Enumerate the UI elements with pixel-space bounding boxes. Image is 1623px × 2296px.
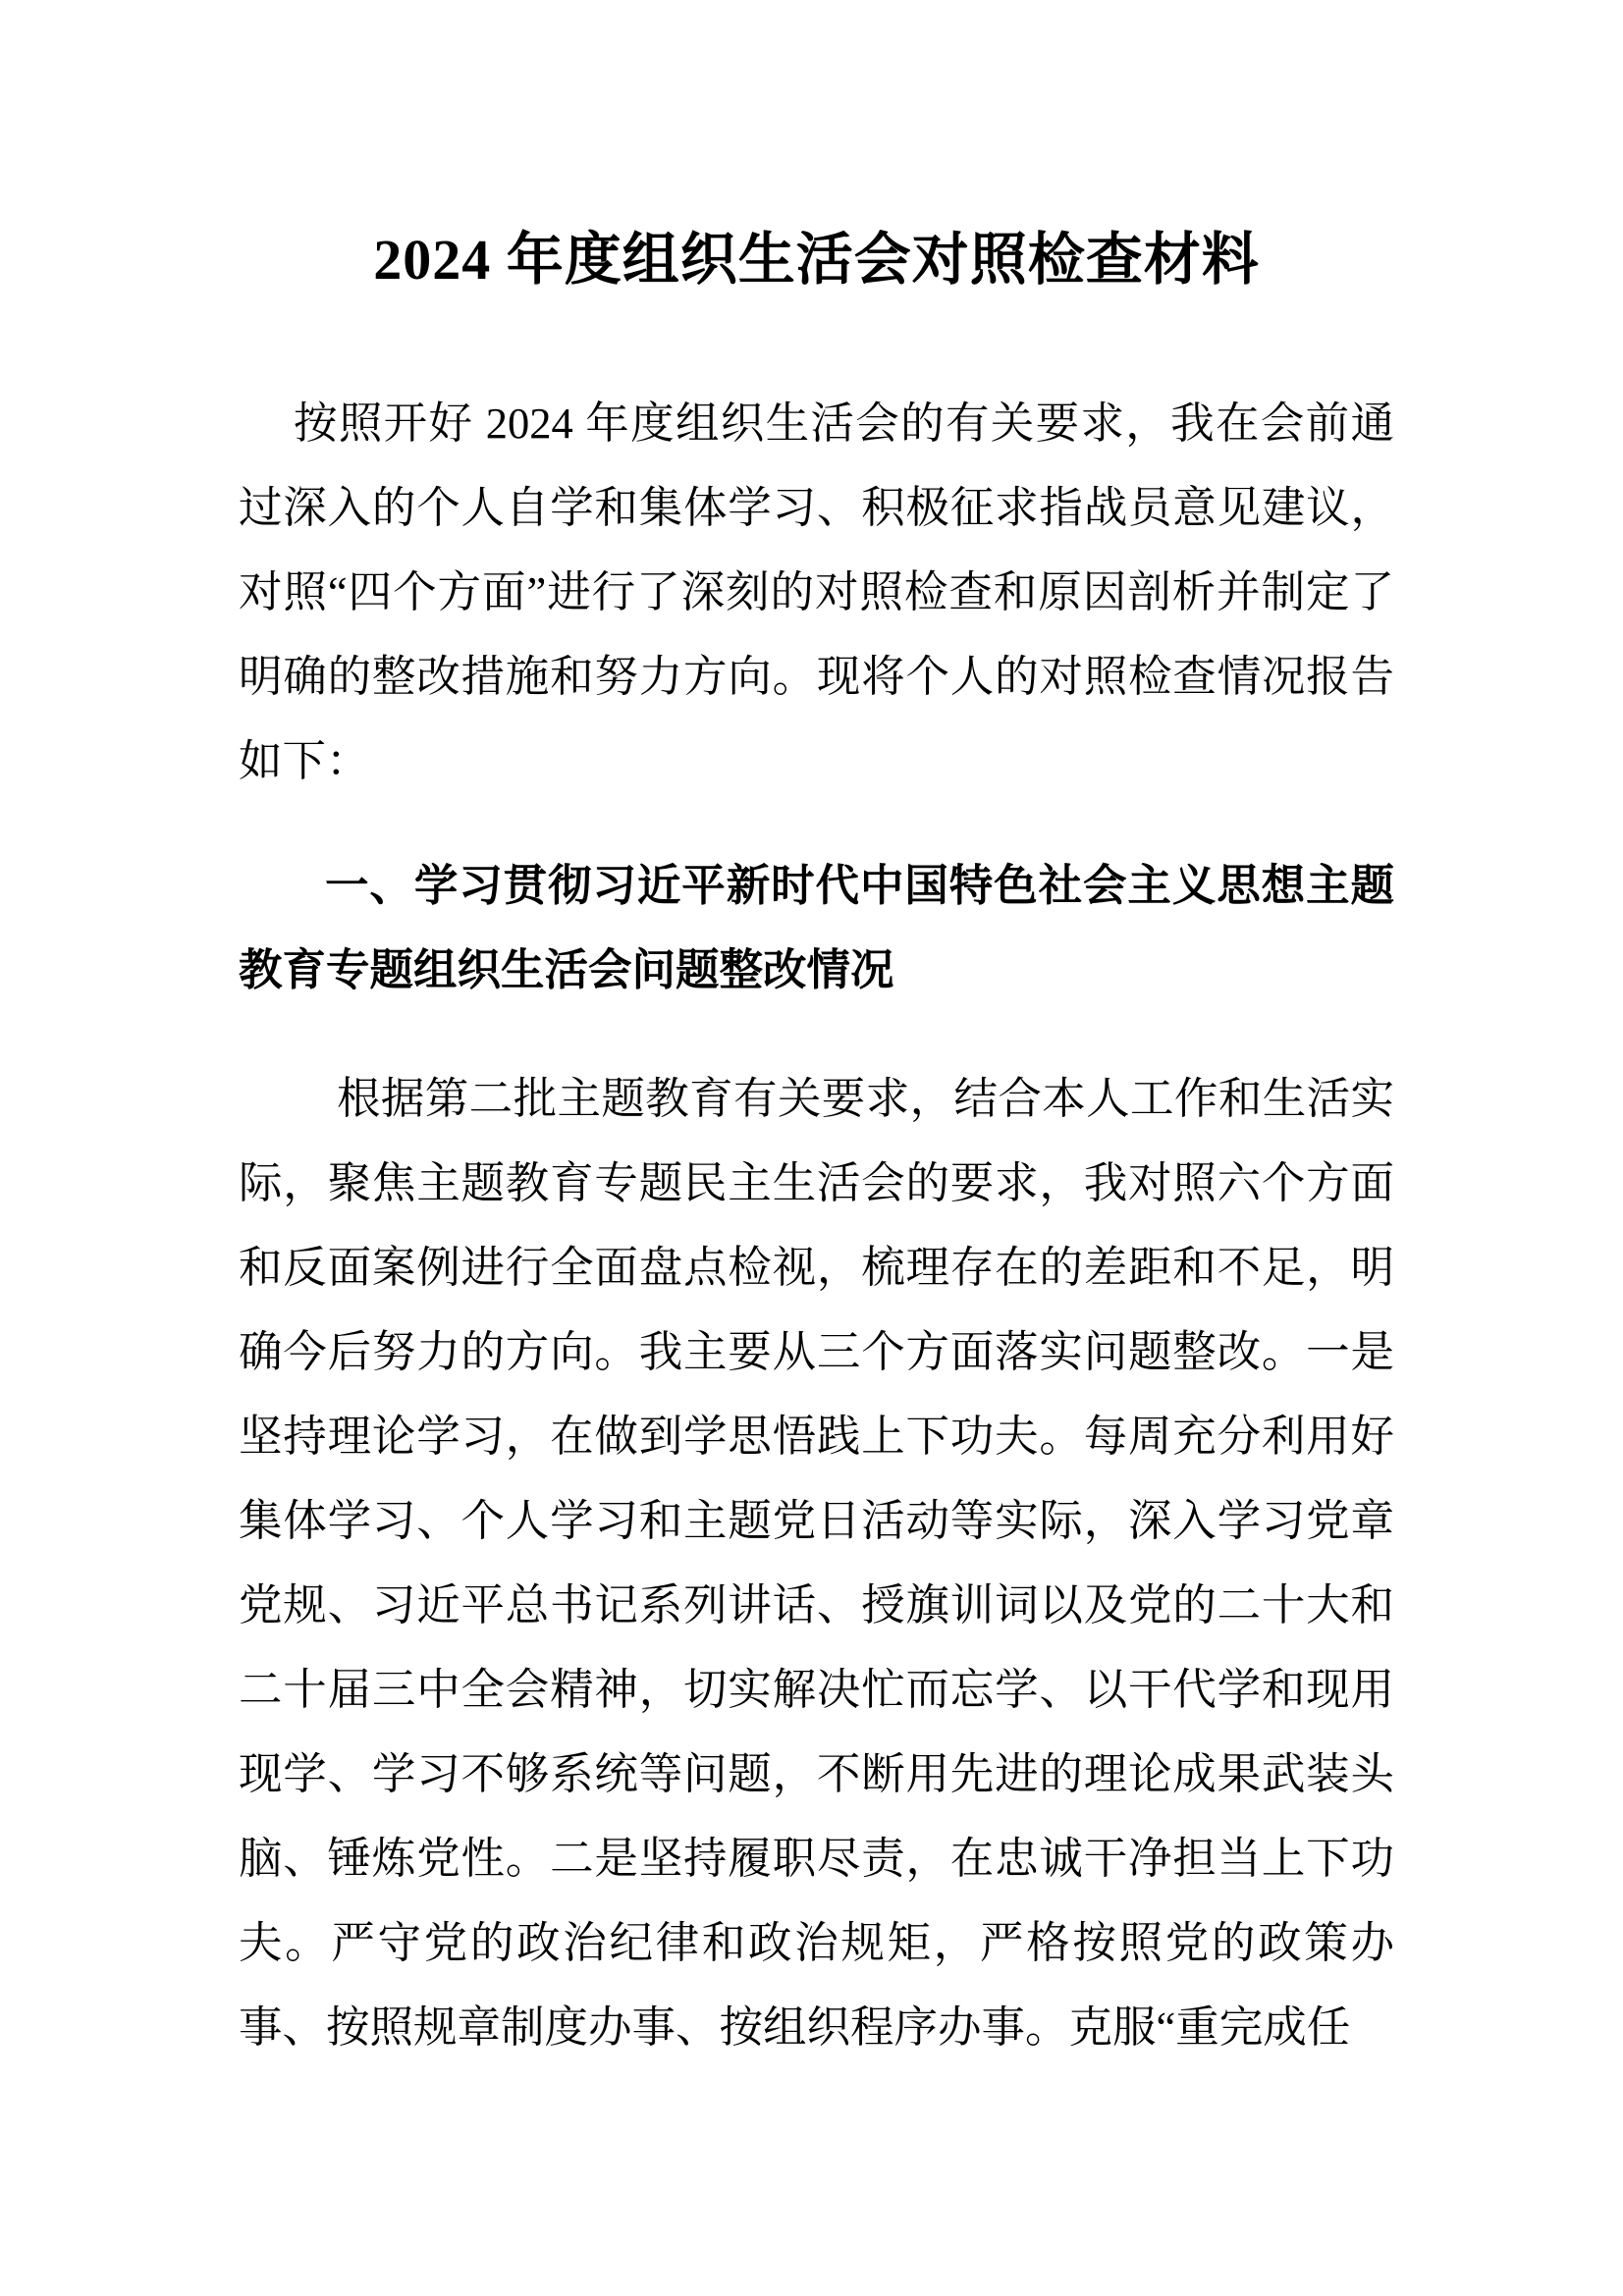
body-paragraph: 按照开好 2024 年度组织生活会的有关要求，我在会前通过深入的个人自学和集体学习、积极征求指战员意见建议，对照“四个方面”进行了深刻的对照检查和原因剖析并制定了明确的整改措施和努力方向。现将个人的对照检查情况报告如下： <box>239 399 1394 785</box>
document-title: 2024 年度组织生活会对照检查材料 <box>373 228 1260 292</box>
section-heading: 一、学习贯彻习近平新时代中国特色社会主义思想主题教育专题组织生活会问题整改情况 <box>239 862 1394 994</box>
body-paragraph: 根据第二批主题教育有关要求，结合本人工作和生活实际，聚焦主题教育专题民主生活会的要求，我对照六个方面和反面案例进行全面盘点检视，梳理存在的差距和不足，明确今后努力的方向。我主要从三个方面落实问题整改。一是坚持理论学习，在做到学思悟践上下功夫。每周充分利用好集体学习、个人学习和主题党日活动等实际，深入学习党章党规、习近平总书记系列讲话、授旗训词以及党的二十大和二十届三中全会精神，切实解决忙而忘学、以干代学和现用现学、学习不够系统等问题，不断用先进的理论成果武装头脑、锤炼党性。二是坚持履职尽责，在忠诚干净担当上下功夫。严守党的政治纪律和政治规矩，严格按照党的政策办事、按照规章制度办事、按组织程序办事。克服“重完成任 <box>239 1074 1394 2052</box>
document-body <box>239 381 1394 2069</box>
